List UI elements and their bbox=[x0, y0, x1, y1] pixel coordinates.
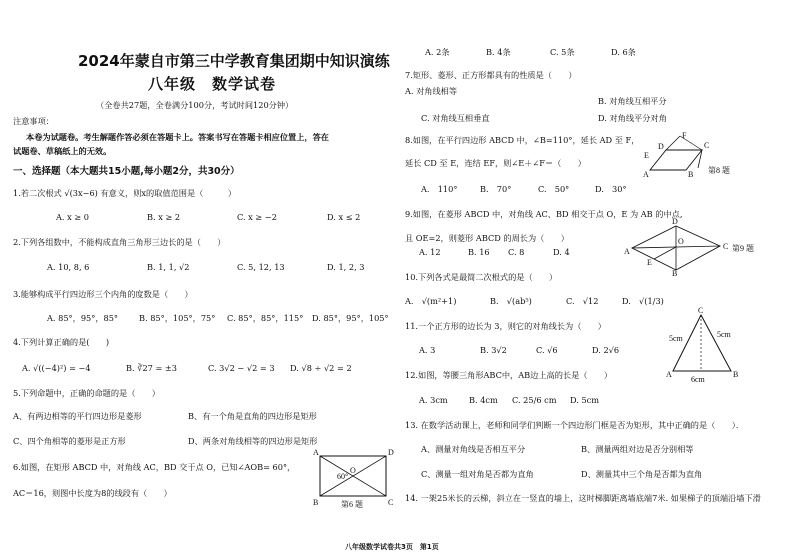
svg-text:D: D bbox=[658, 142, 664, 151]
notice-line-1: 本卷为试题卷。考生解题作答必须在答题卡上。答案书写在答题卡相应位置上，答在 bbox=[26, 132, 329, 142]
notice-label: 注意事项： bbox=[13, 116, 54, 126]
q6-option-d: D. 6条 bbox=[611, 47, 636, 57]
q11-option-a: A. 3 bbox=[419, 345, 436, 355]
svg-text:B: B bbox=[688, 170, 694, 179]
q13-stem: 13. 在数学活动课上，老师和同学们判断一个四边形门框是否为矩形，其中正确的是（ ）． bbox=[405, 420, 745, 430]
q1-option-d: D. x ≤ 2 bbox=[327, 212, 361, 222]
q9-option-d: D. 4 bbox=[553, 247, 570, 257]
q9-stem-line-2: 且 OE=2，则菱形 ABCD 的周长为（ ） bbox=[405, 233, 569, 243]
q4-stem: 4.下列计算正确的是( ) bbox=[13, 337, 110, 347]
q9-option-a: A. 12 bbox=[419, 247, 441, 257]
q11-stem: 11.一个正方形的边长为 3，则它的对角线长为（ ） bbox=[405, 321, 606, 331]
q12-side-right-label: 5cm bbox=[717, 330, 731, 339]
q6-figure-caption: 第6 题 bbox=[341, 500, 363, 509]
svg-text:C: C bbox=[698, 306, 704, 315]
q11-option-b: B. 3√2 bbox=[480, 345, 507, 355]
svg-text:C: C bbox=[388, 498, 394, 507]
q6-angle-label: 60° bbox=[337, 472, 349, 481]
q4-option-c: C. 3√2 − √2 = 3 bbox=[208, 363, 275, 373]
q2-option-b: B. 1, 1, √2 bbox=[147, 262, 190, 272]
q9-option-c: C. 8 bbox=[508, 247, 525, 257]
svg-text:E: E bbox=[644, 151, 649, 160]
q8-option-c: C. 50° bbox=[538, 184, 570, 194]
q3-stem: 3.能够构成平行四边形三个内角的度数是（ ） bbox=[13, 289, 193, 299]
q2-stem: 2.下列各组数中，不能构成直角三角形三边长的是（ ） bbox=[13, 237, 226, 247]
q9-figure-rhombus bbox=[620, 218, 770, 276]
q3-option-d: D. 85°，95°，105° bbox=[312, 313, 389, 323]
q5-option-b: B、有一个角是直角的四边形是矩形 bbox=[188, 411, 317, 421]
q4-option-a: A. √((−4)²) = −4 bbox=[22, 363, 91, 373]
q3-option-c: C. 85°，85°，115° bbox=[227, 313, 304, 323]
q7-stem: 7.矩形、菱形、正方形都具有的性质是（ ） bbox=[405, 70, 577, 80]
svg-text:D: D bbox=[672, 217, 678, 226]
q12-option-d: D. 5cm bbox=[570, 395, 600, 405]
q10-option-a: A. √(m²+1) bbox=[405, 296, 457, 306]
svg-text:D: D bbox=[388, 448, 394, 457]
q9-option-b: B. 16 bbox=[468, 247, 490, 257]
svg-text:C: C bbox=[723, 242, 729, 251]
svg-text:A: A bbox=[313, 448, 319, 457]
page-footer: 八年级数学试卷共3页 第1页 bbox=[345, 543, 439, 551]
q1-option-b: B. x ≥ 2 bbox=[147, 212, 181, 222]
q5-option-c: C、四个角相等的菱形是正方形 bbox=[13, 436, 126, 446]
q9-stem-line-1: 9.如图，在菱形 ABCD 中，对角线 AC、BD 相交于点 O，E 为 AB 的中点, bbox=[405, 209, 683, 219]
q1-stem: 1.若二次根式 √(3x−6) 有意义，则x的取值范围是（ ） bbox=[13, 188, 237, 198]
q5-stem: 5.下列命题中，正确的命题的是（ ） bbox=[13, 388, 160, 398]
q10-stem: 10.下列各式是最简二次根式的是（ ） bbox=[405, 272, 558, 282]
q5-option-d: D、两条对角线相等的四边形是矩形 bbox=[188, 436, 318, 446]
svg-text:F: F bbox=[682, 131, 687, 140]
svg-text:B: B bbox=[672, 269, 678, 278]
svg-text:B: B bbox=[313, 498, 319, 507]
svg-text:O: O bbox=[678, 237, 684, 246]
svg-text:A: A bbox=[666, 370, 672, 379]
q6-figure-rectangle bbox=[306, 448, 396, 510]
q12-side-left-label: 5cm bbox=[669, 334, 683, 343]
q12-figure-isosceles-triangle bbox=[665, 305, 755, 385]
q13-option-c: C、测量一组对角是否都为直角 bbox=[421, 469, 534, 479]
q6-stem-line-2: AC＝16，则图中长度为8的线段有（ ） bbox=[13, 488, 172, 498]
q4-option-d: D. √8 ÷ √2 = 2 bbox=[290, 363, 352, 373]
q9-figure-caption: 第9 题 bbox=[732, 244, 754, 253]
q10-option-c: C. √12 bbox=[566, 296, 599, 306]
q6-option-c: C. 5条 bbox=[550, 47, 575, 57]
q7-option-c: C. 对角线互相垂直 bbox=[421, 113, 490, 123]
q1-option-a: A. x ≥ 0 bbox=[56, 212, 90, 222]
q2-option-d: D. 1, 2, 3 bbox=[327, 262, 365, 272]
svg-text:B: B bbox=[733, 370, 739, 379]
q7-option-b: B. 对角线互相平分 bbox=[598, 96, 667, 106]
q10-option-b: B. √(ab⁵) bbox=[490, 296, 532, 306]
q8-figure-caption: 第8 题 bbox=[708, 166, 730, 175]
q12-stem: 12.如图，等腰三角形ABC中，AB边上高的长是（ ） bbox=[405, 370, 613, 380]
q12-option-a: A. 3cm bbox=[419, 395, 448, 405]
q14-stem: 14. 一架25米长的云梯，斜立在一竖直的墙上，这时梯脚距离墙底端7米. 如果梯子的顶端沿墙下滑 bbox=[405, 493, 761, 503]
notice-line-2: 试题卷、草稿纸上的无效。 bbox=[13, 146, 112, 156]
q2-option-c: C. 5, 12, 13 bbox=[237, 262, 285, 272]
q2-option-a: A. 10, 8, 6 bbox=[47, 262, 90, 272]
q7-option-a: A. 对角线相等 bbox=[405, 86, 458, 96]
q8-stem-line-1: 8.如图，在平行四边形 ABCD 中，∠B=110°，延长 AD 至 F， bbox=[405, 135, 640, 145]
svg-text:O: O bbox=[350, 466, 356, 475]
svg-text:A: A bbox=[624, 247, 630, 256]
q10-option-d: D. √(1/3) bbox=[622, 296, 664, 306]
q11-option-c: C. √6 bbox=[536, 345, 558, 355]
q6-stem-line-1: 6.如图，在矩形 ABCD 中，对角线 AC，BD 交于点 O，已知∠AOB= 60°， bbox=[13, 462, 296, 472]
q8-option-a: A. 110° bbox=[421, 184, 458, 194]
svg-text:C: C bbox=[704, 141, 710, 150]
q6-option-b: B. 4条 bbox=[486, 47, 511, 57]
q13-option-b: B、测量两组对边是否分别相等 bbox=[581, 444, 694, 454]
q4-option-b: B. ∛27 = ±3 bbox=[126, 363, 177, 373]
q1-option-c: C. x ≥ −2 bbox=[237, 212, 277, 222]
q5-option-a: A、有两边相等的平行四边形是菱形 bbox=[13, 411, 142, 421]
svg-text:A: A bbox=[643, 170, 649, 179]
q12-base-label: 6cm bbox=[691, 375, 705, 384]
q11-option-d: D. 2√6 bbox=[592, 345, 620, 355]
q7-option-d: D. 对角线平分对角 bbox=[598, 113, 667, 123]
exam-title: 2024年蒙自市第三中学教育集团期中知识演练 bbox=[78, 52, 390, 70]
exam-subtitle: 八年级 数学试卷 bbox=[148, 75, 277, 93]
q8-option-d: D. 30° bbox=[595, 184, 627, 194]
section-1-heading: 一、选择题（本大题共15小题,每小题2分，共30分） bbox=[13, 166, 240, 177]
q13-option-d: D、测量其中三个角是否都为直角 bbox=[581, 469, 703, 479]
q6-option-a: A. 2条 bbox=[425, 47, 450, 57]
q3-option-b: B. 85°，105°，75° bbox=[139, 313, 216, 323]
q12-option-b: B. 4cm bbox=[469, 395, 498, 405]
q8-figure-parallelogram bbox=[640, 130, 750, 178]
exam-info: （全卷共27题，全卷满分100分，考试时间120分钟） bbox=[96, 100, 294, 110]
svg-text:E: E bbox=[647, 258, 652, 267]
q3-option-a: A. 85°，95°，85° bbox=[47, 313, 119, 323]
q8-stem-line-2: 延长 CD 至 E，连结 EF，则∠E＋∠F＝（ ） bbox=[405, 158, 586, 168]
q8-option-b: B. 70° bbox=[480, 184, 512, 194]
q13-option-a: A、测量对角线是否相互平分 bbox=[421, 444, 526, 454]
q12-option-c: C. 25/6 cm bbox=[512, 395, 557, 405]
